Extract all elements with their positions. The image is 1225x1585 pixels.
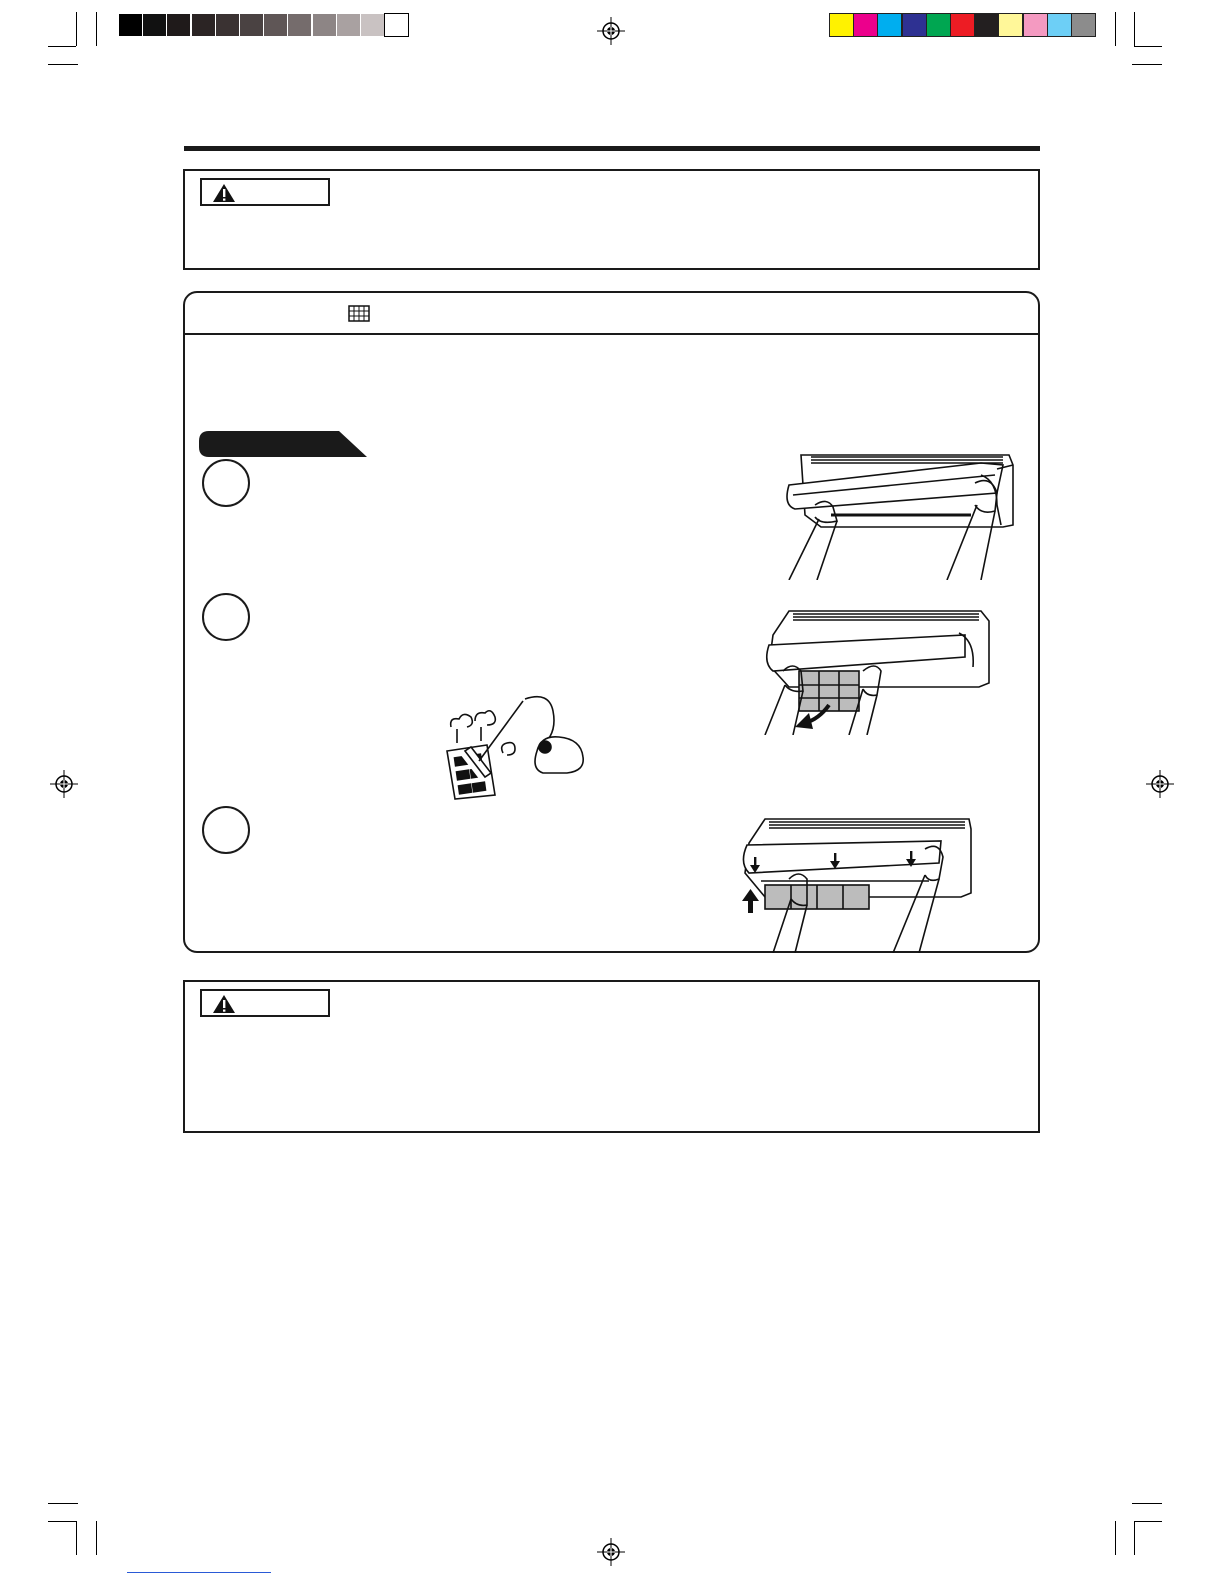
process-swatch [927, 14, 950, 36]
section-title-rule [184, 146, 1040, 151]
gray-swatch [313, 14, 336, 36]
warning-triangle-icon [212, 183, 236, 203]
crosshair-registration-icon [597, 17, 625, 45]
crop-mark [1134, 46, 1162, 47]
panel-header-divider [185, 333, 1038, 335]
step-3-circle [202, 806, 250, 854]
crop-mark [48, 46, 76, 47]
vacuum-cleaner-figure [441, 691, 591, 801]
process-swatch [975, 14, 998, 36]
remove-filter-figure [749, 605, 999, 735]
crop-mark [1132, 1503, 1162, 1504]
caution-label [200, 989, 330, 1017]
process-swatch [903, 14, 926, 36]
caution-box-bottom [183, 980, 1040, 1133]
crop-mark [1134, 1521, 1135, 1555]
filter-grid-icon [348, 305, 370, 322]
crop-mark [96, 12, 97, 46]
process-swatch [999, 14, 1022, 36]
crop-mark [1134, 12, 1135, 46]
step-1-circle [202, 459, 250, 507]
gray-swatch [385, 14, 408, 36]
crop-mark [76, 12, 77, 46]
process-swatch [878, 14, 901, 36]
crop-mark [96, 1521, 97, 1555]
gray-swatch [167, 14, 190, 36]
crop-mark [48, 64, 78, 65]
gray-swatch [192, 14, 215, 36]
open-front-panel-figure [771, 445, 1021, 580]
crop-mark [1132, 64, 1162, 65]
crosshair-registration-icon [1146, 770, 1174, 798]
gray-swatch [337, 14, 360, 36]
process-swatch [1048, 14, 1071, 36]
crop-mark [48, 1521, 76, 1522]
crop-mark [1134, 1521, 1162, 1522]
process-swatch [854, 14, 877, 36]
crosshair-registration-icon [50, 770, 78, 798]
warning-triangle-icon [212, 994, 236, 1014]
gray-swatch [119, 14, 142, 36]
gray-swatch [143, 14, 166, 36]
crop-mark [48, 1503, 78, 1504]
crop-mark [1115, 12, 1116, 46]
crop-mark [76, 1521, 77, 1555]
procedure-tab [199, 431, 369, 457]
process-swatch [951, 14, 974, 36]
process-swatch [1072, 14, 1095, 36]
crop-mark [1115, 1521, 1116, 1555]
filter-cleaning-panel [183, 291, 1040, 953]
process-swatch [830, 14, 853, 36]
gray-swatch [216, 14, 239, 36]
caution-box-top [183, 169, 1040, 270]
caution-label [200, 178, 330, 206]
step-2-circle [202, 593, 250, 641]
gray-swatch [288, 14, 311, 36]
crosshair-registration-icon [597, 1538, 625, 1566]
gray-swatch [264, 14, 287, 36]
reinstall-filter-figure [725, 813, 985, 953]
gray-swatch [361, 14, 384, 36]
footer-link-underline [127, 1572, 271, 1573]
process-swatch [1024, 14, 1047, 36]
gray-swatch [240, 14, 263, 36]
